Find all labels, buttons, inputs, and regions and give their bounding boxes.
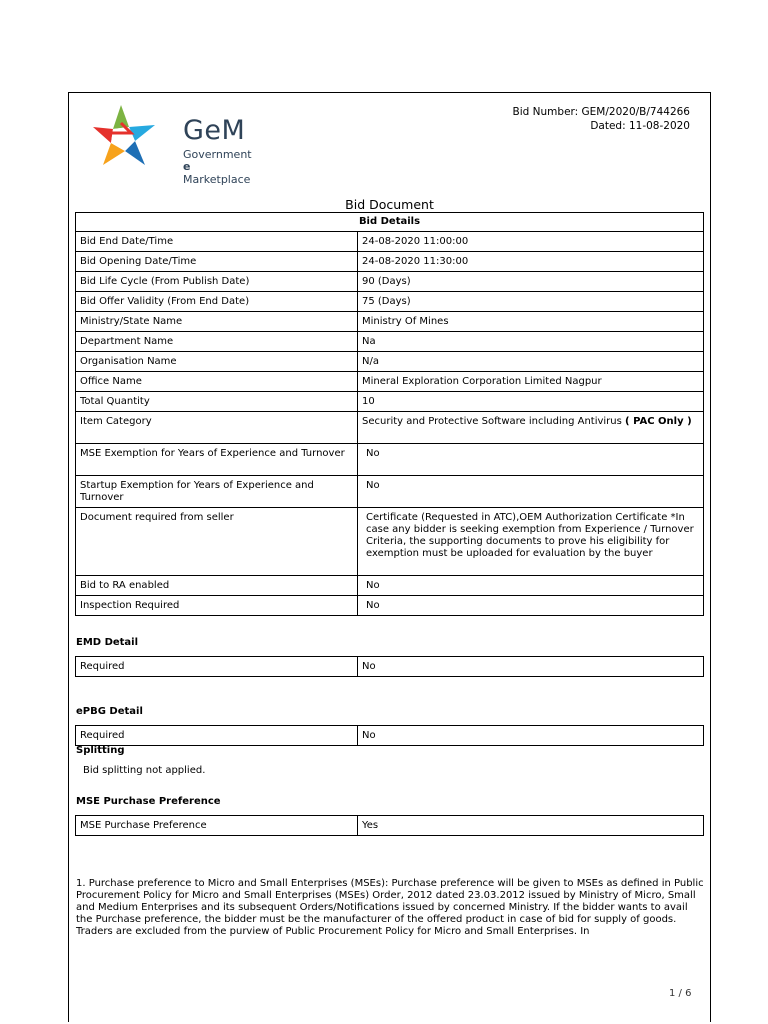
row-value: Ministry Of Mines bbox=[358, 312, 704, 332]
bid-meta bbox=[513, 105, 690, 133]
table-row bbox=[76, 312, 704, 332]
row-label: Office Name bbox=[76, 372, 358, 392]
table-row bbox=[76, 657, 704, 677]
row-label: Bid to RA enabled bbox=[76, 576, 358, 596]
row-label: Bid Life Cycle (From Publish Date) bbox=[76, 272, 358, 292]
row-label: MSE Purchase Preference bbox=[76, 816, 358, 836]
page-number: 1 / 6 bbox=[669, 988, 692, 999]
row-value: 24-08-2020 11:30:00 bbox=[358, 252, 704, 272]
row-value: Certificate (Requested in ATC),OEM Authorization Certificate *In case any bidder is seeking exemption from Experience / Turnover Criteria, the supporting documents to prove his eligibility for exemption must be uploaded for evaluation by the buyer bbox=[358, 508, 704, 576]
row-label: Required bbox=[76, 657, 358, 677]
splitting-heading: Splitting bbox=[76, 745, 125, 756]
logo-subtitle-marketplace: e Marketplace bbox=[183, 160, 251, 186]
splitting-text: Bid splitting not applied. bbox=[83, 765, 206, 776]
row-label: MSE Exemption for Years of Experience and Turnover bbox=[76, 444, 358, 476]
table-row bbox=[76, 332, 704, 352]
row-value: No bbox=[358, 576, 704, 596]
row-label: Inspection Required bbox=[76, 596, 358, 616]
logo-subtitle-government: Government bbox=[183, 148, 252, 161]
row-label: Startup Exemption for Years of Experience and Turnover bbox=[76, 476, 358, 508]
gem-logo bbox=[91, 103, 261, 186]
table-row bbox=[76, 292, 704, 312]
mse-preference-table bbox=[75, 815, 704, 836]
bid-number: Bid Number: GEM/2020/B/744266 bbox=[512, 106, 690, 118]
row-value: No bbox=[358, 726, 704, 746]
page-title: Bid Document bbox=[345, 197, 434, 212]
row-value: Na bbox=[358, 332, 704, 352]
gem-star-icon bbox=[91, 103, 161, 169]
row-label: Bid Offer Validity (From End Date) bbox=[76, 292, 358, 312]
row-value: 24-08-2020 11:00:00 bbox=[358, 232, 704, 252]
table-row bbox=[76, 352, 704, 372]
table-row bbox=[76, 508, 704, 576]
document-page bbox=[68, 92, 711, 1022]
row-value: 10 bbox=[358, 392, 704, 412]
table-row bbox=[76, 232, 704, 252]
table-row bbox=[76, 476, 704, 508]
table-row bbox=[76, 252, 704, 272]
row-label: Ministry/State Name bbox=[76, 312, 358, 332]
row-value: 90 (Days) bbox=[358, 272, 704, 292]
row-value: No bbox=[358, 657, 704, 677]
bid-dated: Dated: 11-08-2020 bbox=[590, 120, 690, 132]
row-label: Total Quantity bbox=[76, 392, 358, 412]
mse-policy-paragraph: 1. Purchase preference to Micro and Small Enterprises (MSEs): Purchase preference will be given to MSEs as defined in Public Procurement Policy for Micro and Small Enterprises (MSEs) Order, 2012 dated 23.03.2012 issued by Ministry of Micro, Small and Medium Enterprises and its subsequent Orders/Notifications issued by concerned Ministry. If the bidder wants to avail the Purchase preference, the bidder must be the manufacturer of the offered product in case of bid for supply of goods. Traders are excluded from the purview of Public Procurement Policy for Micro and Small Enterprises. In bbox=[76, 878, 704, 937]
bid-details-table bbox=[75, 212, 704, 616]
row-value: Security and Protective Software including Antivirus ( PAC Only ) bbox=[358, 412, 704, 444]
table-row bbox=[76, 272, 704, 292]
table-row bbox=[76, 596, 704, 616]
table-header-row bbox=[76, 213, 704, 232]
table-row bbox=[76, 816, 704, 836]
row-label: Item Category bbox=[76, 412, 358, 444]
row-label: Bid End Date/Time bbox=[76, 232, 358, 252]
row-value: No bbox=[358, 476, 704, 508]
row-value: N/a bbox=[358, 352, 704, 372]
row-label: Document required from seller bbox=[76, 508, 358, 576]
table-row bbox=[76, 412, 704, 444]
table-row bbox=[76, 726, 704, 746]
row-label: Bid Opening Date/Time bbox=[76, 252, 358, 272]
table-row bbox=[76, 444, 704, 476]
row-label: Required bbox=[76, 726, 358, 746]
row-value: Yes bbox=[358, 816, 704, 836]
table-row bbox=[76, 576, 704, 596]
bid-details-heading: Bid Details bbox=[76, 213, 704, 232]
epbg-table bbox=[75, 725, 704, 746]
row-value: No bbox=[358, 444, 704, 476]
row-value: No bbox=[358, 596, 704, 616]
mse-preference-heading: MSE Purchase Preference bbox=[76, 796, 221, 807]
row-value: Mineral Exploration Corporation Limited Nagpur bbox=[358, 372, 704, 392]
emd-heading: EMD Detail bbox=[76, 637, 139, 648]
emd-table bbox=[75, 656, 704, 677]
table-row bbox=[76, 392, 704, 412]
table-row bbox=[76, 372, 704, 392]
row-value: 75 (Days) bbox=[358, 292, 704, 312]
epbg-heading: ePBG Detail bbox=[76, 706, 143, 717]
row-label: Department Name bbox=[76, 332, 358, 352]
row-label: Organisation Name bbox=[76, 352, 358, 372]
logo-title: GeM bbox=[183, 115, 246, 146]
